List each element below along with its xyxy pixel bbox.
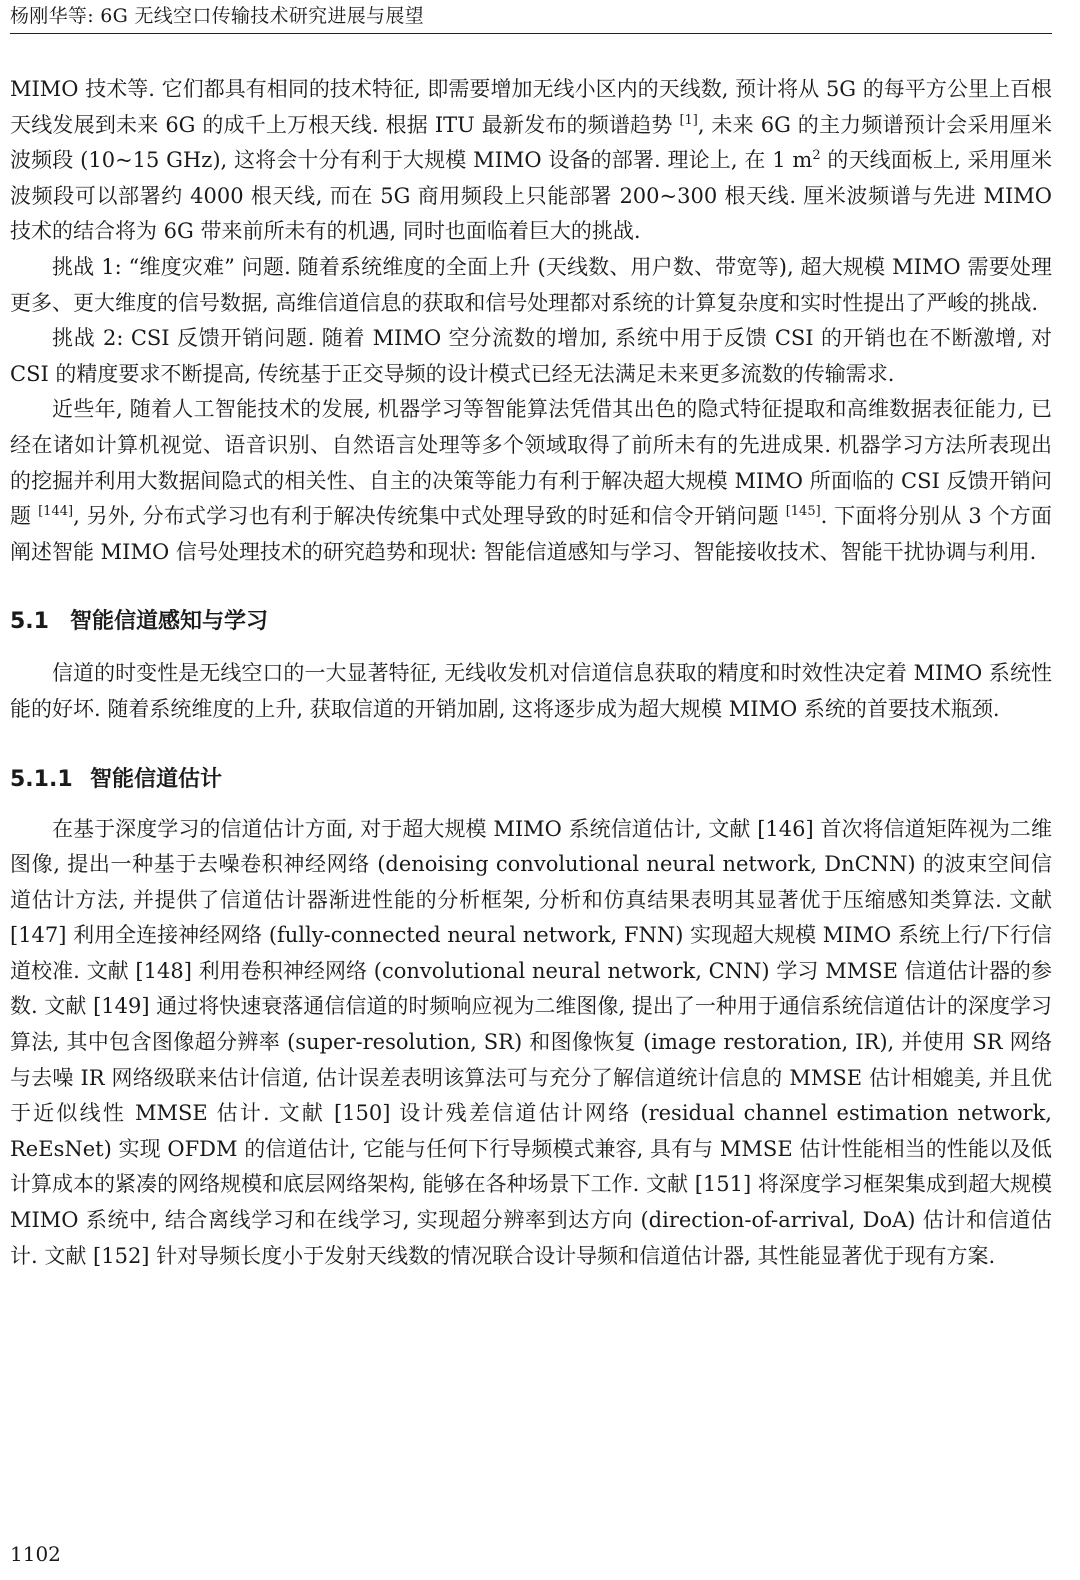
citation: [1] xyxy=(679,112,698,128)
text-segment: , 未来 6G 的主力频谱预计会采用厘米波频段 (10~15 GHz), 这将会十分有利于大规模 MIMO 设备的部署. 理论上, 在 1 m xyxy=(10,112,1052,173)
paragraph-5-1: 信道的时变性是无线空口的一大显著特征, 无线收发机对信道信息获取的精度和时效性决定着 MIMO 系统性能的好坏. 随着系统维度的上升, 获取信道的开销加剧, 这将逐步成为超大规模 MIMO 系统的首要技术瓶颈. xyxy=(10,661,1052,721)
section-heading-5-1 xyxy=(10,606,1052,638)
citation: [145] xyxy=(785,504,821,520)
text-segment: , 另外, 分布式学习也有利于解决传统集中式处理导致的时延和信令开销问题 xyxy=(73,504,779,529)
paragraph-challenge-1: 挑战 1: “维度灾难” 问题. 随着系统维度的全面上升 (天线数、用户数、带宽等), 超大规模 MIMO 需要处理更多、更大维度的信号数据, 高维信道信息的获取和信号处理都对系统的计算复杂度和实时性提出了严峻的挑战. xyxy=(10,254,1052,315)
text-segment: MIMO 技术等. 它们都具有相同的技术特征, 即需要增加无线小区内的天线数, 预计将从 5G 的每平方公里上百根天线发展到未来 6G 的成千上万根天线. 根据 ITU 最新发布的频谱趋势 xyxy=(10,77,1052,137)
header-rule xyxy=(10,33,1052,34)
paragraph-intro-ml xyxy=(10,392,1052,570)
superscript: 2 xyxy=(812,148,821,164)
text-segment: 近些年, 随着人工智能技术的发展, 机器学习等智能算法凭借其出色的隐式特征提取和高维数据表征能力, 已经在诸如计算机视觉、语音识别、自然语言处理等多个领域取得了前所未有的先进成果. 机器学习方法所表现出的挖掘并利用大数据间隐式的相关性、自主的决策等能力有利于解决超大规模 MIMO 所面临的 CSI 反馈开销问题 xyxy=(10,397,1052,529)
paragraph-5-1-1: 在基于深度学习的信道估计方面, 对于超大规模 MIMO 系统信道估计, 文献 [146] 首次将信道矩阵视为二维图像, 提出一种基于去噪卷积神经网络 (denoising convolutional neural network, DnCNN) 的波束空间信道估计方法, 并提供了信道估计器渐进性能的分析框架, 分析和仿真结果表明其显著优于压缩感知类算法. 文献 [147] 利用全连接神经网络 (fully-connected neural network, FNN) 实现超大规模 MIMO 系统上行/下行信道校准. 文献 [148] 利用卷积神经网络 (convolutional neural network, CNN) 学习 MMSE 信道估计器的参数. 文献 [149] 通过将快速衰落通信信道的时频响应视为二维图像, 提出了一种用于通信系统信道估计的深度学习算法, 其中包含图像超分辨率 (super-resolution, SR) 和图像恢复 (image restoration, IR), 并使用 SR 网络与去噪 IR 网络级联来估计信道, 估计误差表明该算法可与充分了解信道统计信息的 MMSE 估计相媲美, 并且优于近似线性 MMSE 估计. 文献 [150] 设计残差信道估计网络 (residual channel estimation network, ReEsNet) 实现 OFDM 的信道估计, 它能与任何下行导频模式兼容, 具有与 MMSE 估计性能相当的性能以及低计算成本的紧凑的网络规模和底层网络架构, 能够在各种场景下工作. 文献 [151] 将深度学习框架集成到超大规模 MIMO 系统中, 结合离线学习和在线学习, 实现超分辨率到达方向 (direction-of-arrival, DoA) 估计和信道估计. 文献 [152] 针对导频长度小于发射天线数的情况联合设计导频和信道估计器, 其性能显著优于现有方案. xyxy=(10,816,1053,1268)
section-number: 5.1.1 xyxy=(10,766,73,792)
section-number: 5.1 xyxy=(10,609,49,635)
running-header: 杨刚华等: 6G 无线空口传输技术研究进展与展望 xyxy=(10,5,424,27)
text-segment: . 下面将分别从 3 个方面阐述智能 MIMO 信号处理技术的研究趋势和现状: 智能信道感知与学习、智能接收技术、智能干扰协调与利用. xyxy=(10,504,1053,564)
paragraph-intro-1 xyxy=(10,72,1052,250)
section-title-text: 智能信道感知与学习 xyxy=(70,609,269,635)
text-segment: 的天线面板上, 采用厘米波频段可以部署约 4000 根天线, 而在 5G 商用频段上只能部署 200~300 根天线. 厘米波频谱与先进 MIMO 技术的结合将为 6G 带来前所未有的机遇, 同时也面临着巨大的挑战. xyxy=(10,148,1052,244)
page-number: 1102 xyxy=(10,1542,61,1566)
section-heading-5-1-1 xyxy=(10,764,1052,796)
section-title-text: 智能信道估计 xyxy=(90,766,223,792)
body-content xyxy=(10,72,1052,1274)
citation: [144] xyxy=(38,504,74,520)
paragraph-challenge-2: 挑战 2: CSI 反馈开销问题. 随着 MIMO 空分流数的增加, 系统中用于反馈 CSI 的开销也在不断激增, 对 CSI 的精度要求不断提高, 传统基于正交导频的设计模式已经无法满足未来更多流数的传输需求. xyxy=(10,326,1052,386)
